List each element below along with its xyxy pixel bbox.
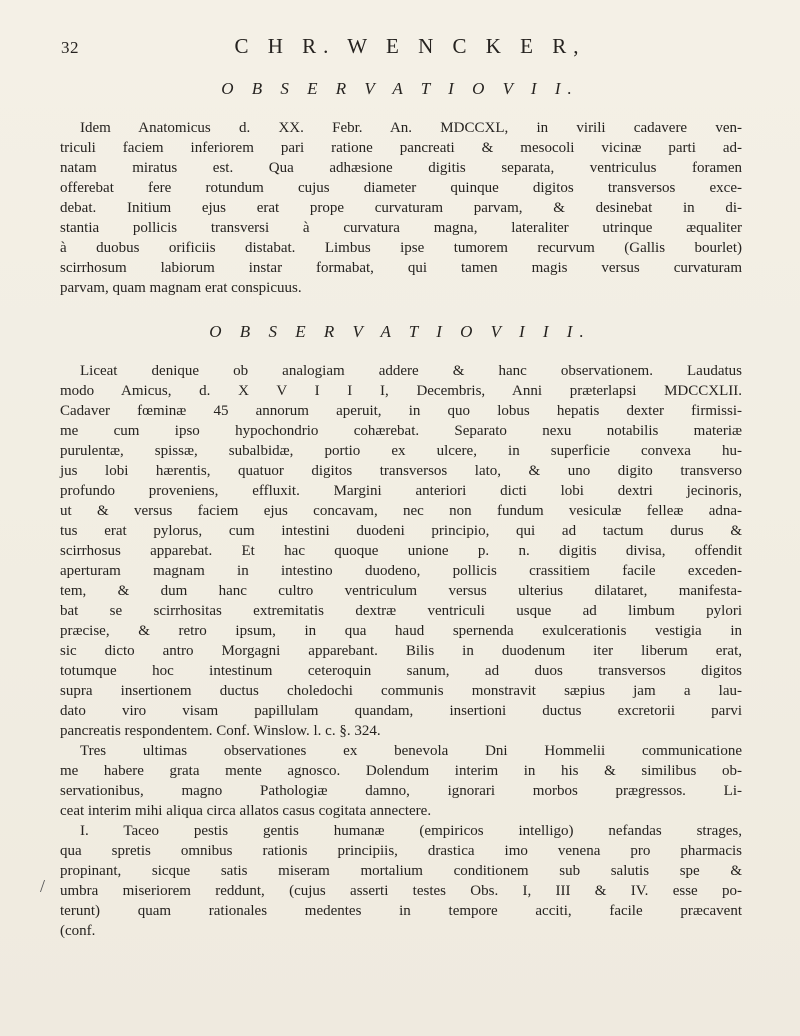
text-line: offerebat fere rotundum cujus diameter quinque digitos transversos exce- [60, 180, 742, 196]
page-number: 32 [61, 38, 79, 57]
text-line: aperturam magnam in intestino duodeno, pollicis crassitiem facile exceden- [60, 563, 742, 579]
running-head: C H R. W E N C K E R, [234, 34, 586, 58]
text-line: triculi faciem inferiorem pari ratione pancreati & mesocoli vicinæ parti ad- [60, 140, 742, 156]
text-line: sic dicto antro Morgagni apparebant. Bilis in duodenum iter liberum erat, [60, 643, 742, 659]
text-line: me cum ipso hypochondrio cohærebat. Separato nexu notabilis materiæ [60, 423, 742, 439]
text-line: propinant, sicque satis miseram mortalium conditionem sub salutis spe & [60, 863, 742, 879]
text-line: supra insertionem ductus choledochi communis monstravit sæpius jam a lau- [60, 683, 742, 699]
text-line: modo Amicus, d. X V I I I, Decembris, Anni præterlapsi MDCCXLII. [60, 383, 742, 399]
text-line: tus erat pylorus, cum intestini duodeni principio, qui ad tactum durus & [60, 523, 742, 539]
text-line: debat. Initium ejus erat prope curvaturam parvam, & desinebat in di- [60, 200, 742, 216]
text-line: I. Taceo pestis gentis humanæ (empiricos intelligo) nefandas strages, [80, 823, 742, 839]
text-line: scirrhosus apparebat. Et hac quoque unione p. n. digitis divisa, offendit [60, 543, 742, 559]
observation-viii-title: O B S E R V A T I O V I I I. [209, 322, 591, 341]
text-line: tem, & dum hanc cultro ventriculum versus ulterius dilataret, manifesta- [60, 583, 742, 599]
text-line: pancreatis respondentem. Conf. Winslow. l. c. §. 324. [60, 723, 381, 739]
text-line: purulentæ, spissæ, subalbidæ, portio ex ulcere, in superficie convexa hu- [60, 443, 742, 459]
text-line: me habere grata mente agnosco. Dolendum interim in his & similibus ob- [60, 763, 742, 779]
text-line: stantia pollicis transversi à curvatura magna, lateraliter utrinque æqualiter [60, 220, 742, 236]
text-line: præcise, & retro ipsum, in qua haud spernenda exulcerationis vestigia in [60, 623, 742, 639]
text-line: terunt) quam rationales medentes in tempore acciti, facile præcavent [60, 903, 742, 919]
text-line: (conf. [60, 923, 96, 939]
margin-mark: / [40, 876, 46, 896]
text-line: bat se scirrhositas extremitatis dextræ ventriculi usque ad limbum pylori [60, 603, 742, 619]
text-line: totumque hoc intestinum ceteroquin sanum, ad duos transversos digitos [60, 663, 742, 679]
observation-vii-text [60, 118, 742, 298]
text-line: ut & versus faciem ejus concavam, nec non fundum vesiculæ felleæ adna- [60, 503, 742, 519]
page-header [0, 34, 800, 70]
text-line: umbra miseriorem reddunt, (cujus asserti testes Obs. I, III & IV. esse po- [60, 883, 742, 899]
text-line: parvam, quam magnam erat conspicuus. [60, 280, 302, 296]
text-line: qua spretis omnibus rationis principiis, drastica imo venena pro pharmacis [60, 843, 742, 859]
text-line: à duobus orificiis distabat. Limbus ipse tumorem recurvum (Gallis bourlet) [60, 240, 742, 256]
text-line: profundo proveniens, effluxit. Margini anteriori dicti lobi dextri jecinoris, [60, 483, 742, 499]
text-line: jus lobi hærentis, quatuor digitos transversos lato, & uno digito transverso [60, 463, 742, 479]
text-line: servationibus, magno Pathologiæ damno, ignorari morbos prægressos. Li- [60, 783, 742, 799]
text-line: Idem Anatomicus d. XX. Febr. An. MDCCXL, in virili cadavere ven- [80, 120, 742, 136]
observation-vii-title: O B S E R V A T I O V I I. [221, 79, 579, 98]
observation-viii-text [60, 361, 742, 941]
text-line: Tres ultimas observationes ex benevola Dni Hommelii communicatione [80, 743, 742, 759]
text-line: dato viro visam papillulam quandam, insertioni ductus excretorii parvi [60, 703, 742, 719]
text-line: Cadaver fœminæ 45 annorum aperuit, in quo lobus hepatis dexter firmissi- [60, 403, 742, 419]
text-line: natam miratus est. Qua adhæsione digitis separata, ventriculus foramen [60, 160, 742, 176]
text-line: scirrhosum labiorum instar formabat, qui tamen magis versus curvaturam [60, 260, 742, 276]
text-line: Liceat denique ob analogiam addere & hanc observationem. Laudatus [80, 363, 742, 379]
text-line: ceat interim mihi aliqua circa allatos casus cogitata annectere. [60, 803, 432, 819]
